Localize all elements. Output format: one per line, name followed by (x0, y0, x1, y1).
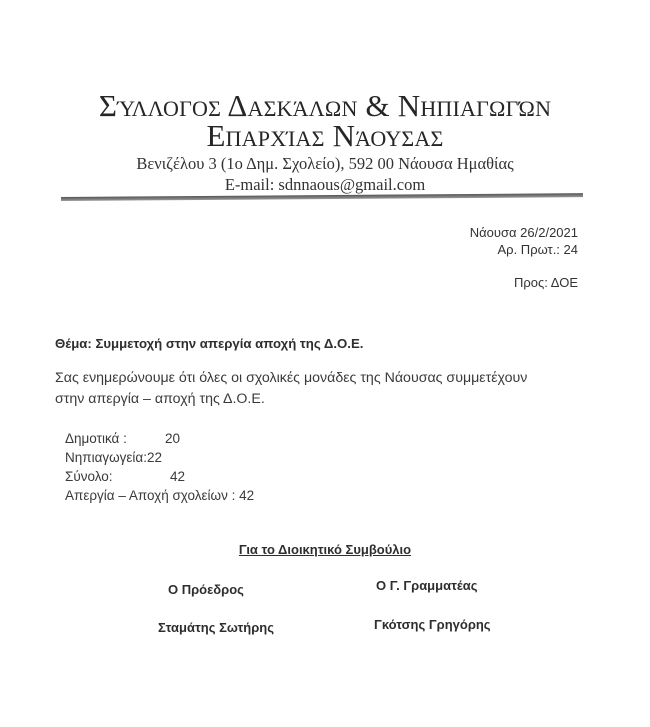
count-label: Απεργία – Αποχή σχολείων : 42 (65, 488, 255, 503)
protocol-number: Αρ. Πρωτ.: 24 (497, 242, 578, 257)
letterhead-email: E-mail: sdnnaous@gmail.com (224, 175, 426, 194)
letterhead-title-line1: Σύλλογος Δασκάλων & Νηπιαγωγών (98, 88, 552, 123)
letterhead-address: Βενιζέλου 3 (1ο Δημ. Σχολείο), 592 00 Νάουσα Ημαθίας (136, 154, 514, 173)
president-role: Ο Πρόεδρος (168, 582, 244, 597)
subject-line: Θέμα: Συμμετοχή στην απεργία αποχή της Δ.Ο.Ε. (55, 336, 364, 351)
place-date: Νάουσα 26/2/2021 (469, 225, 578, 240)
count-value: 42 (170, 469, 186, 484)
count-value: 20 (165, 431, 181, 446)
letterhead-title-line2: Επαρχίας Νάουσας (206, 118, 444, 153)
count-label: Νηπιαγωγεία: (65, 450, 147, 465)
recipient: Προς: ΔΟΕ (514, 275, 578, 290)
secretary-role: Ο Γ. Γραμματέας (376, 578, 478, 593)
count-label: Σύνολο: (65, 469, 113, 484)
secretary-name: Γκότσης Γρηγόρης (374, 617, 491, 632)
body-line-2: στην απεργία – αποχή της Δ.Ο.Ε. (55, 391, 265, 407)
count-value: 22 (147, 450, 163, 465)
board-heading: Για το Διοικητικό Συμβούλιο (238, 542, 412, 557)
body-line-1: Σας ενημερώνουμε ότι όλες οι σχολικές μονάδες της Νάουσας συμμετέχουν (55, 370, 528, 386)
president-name: Σταμάτης Σωτήρης (158, 620, 274, 635)
count-label: Δημοτικά : (65, 431, 127, 446)
